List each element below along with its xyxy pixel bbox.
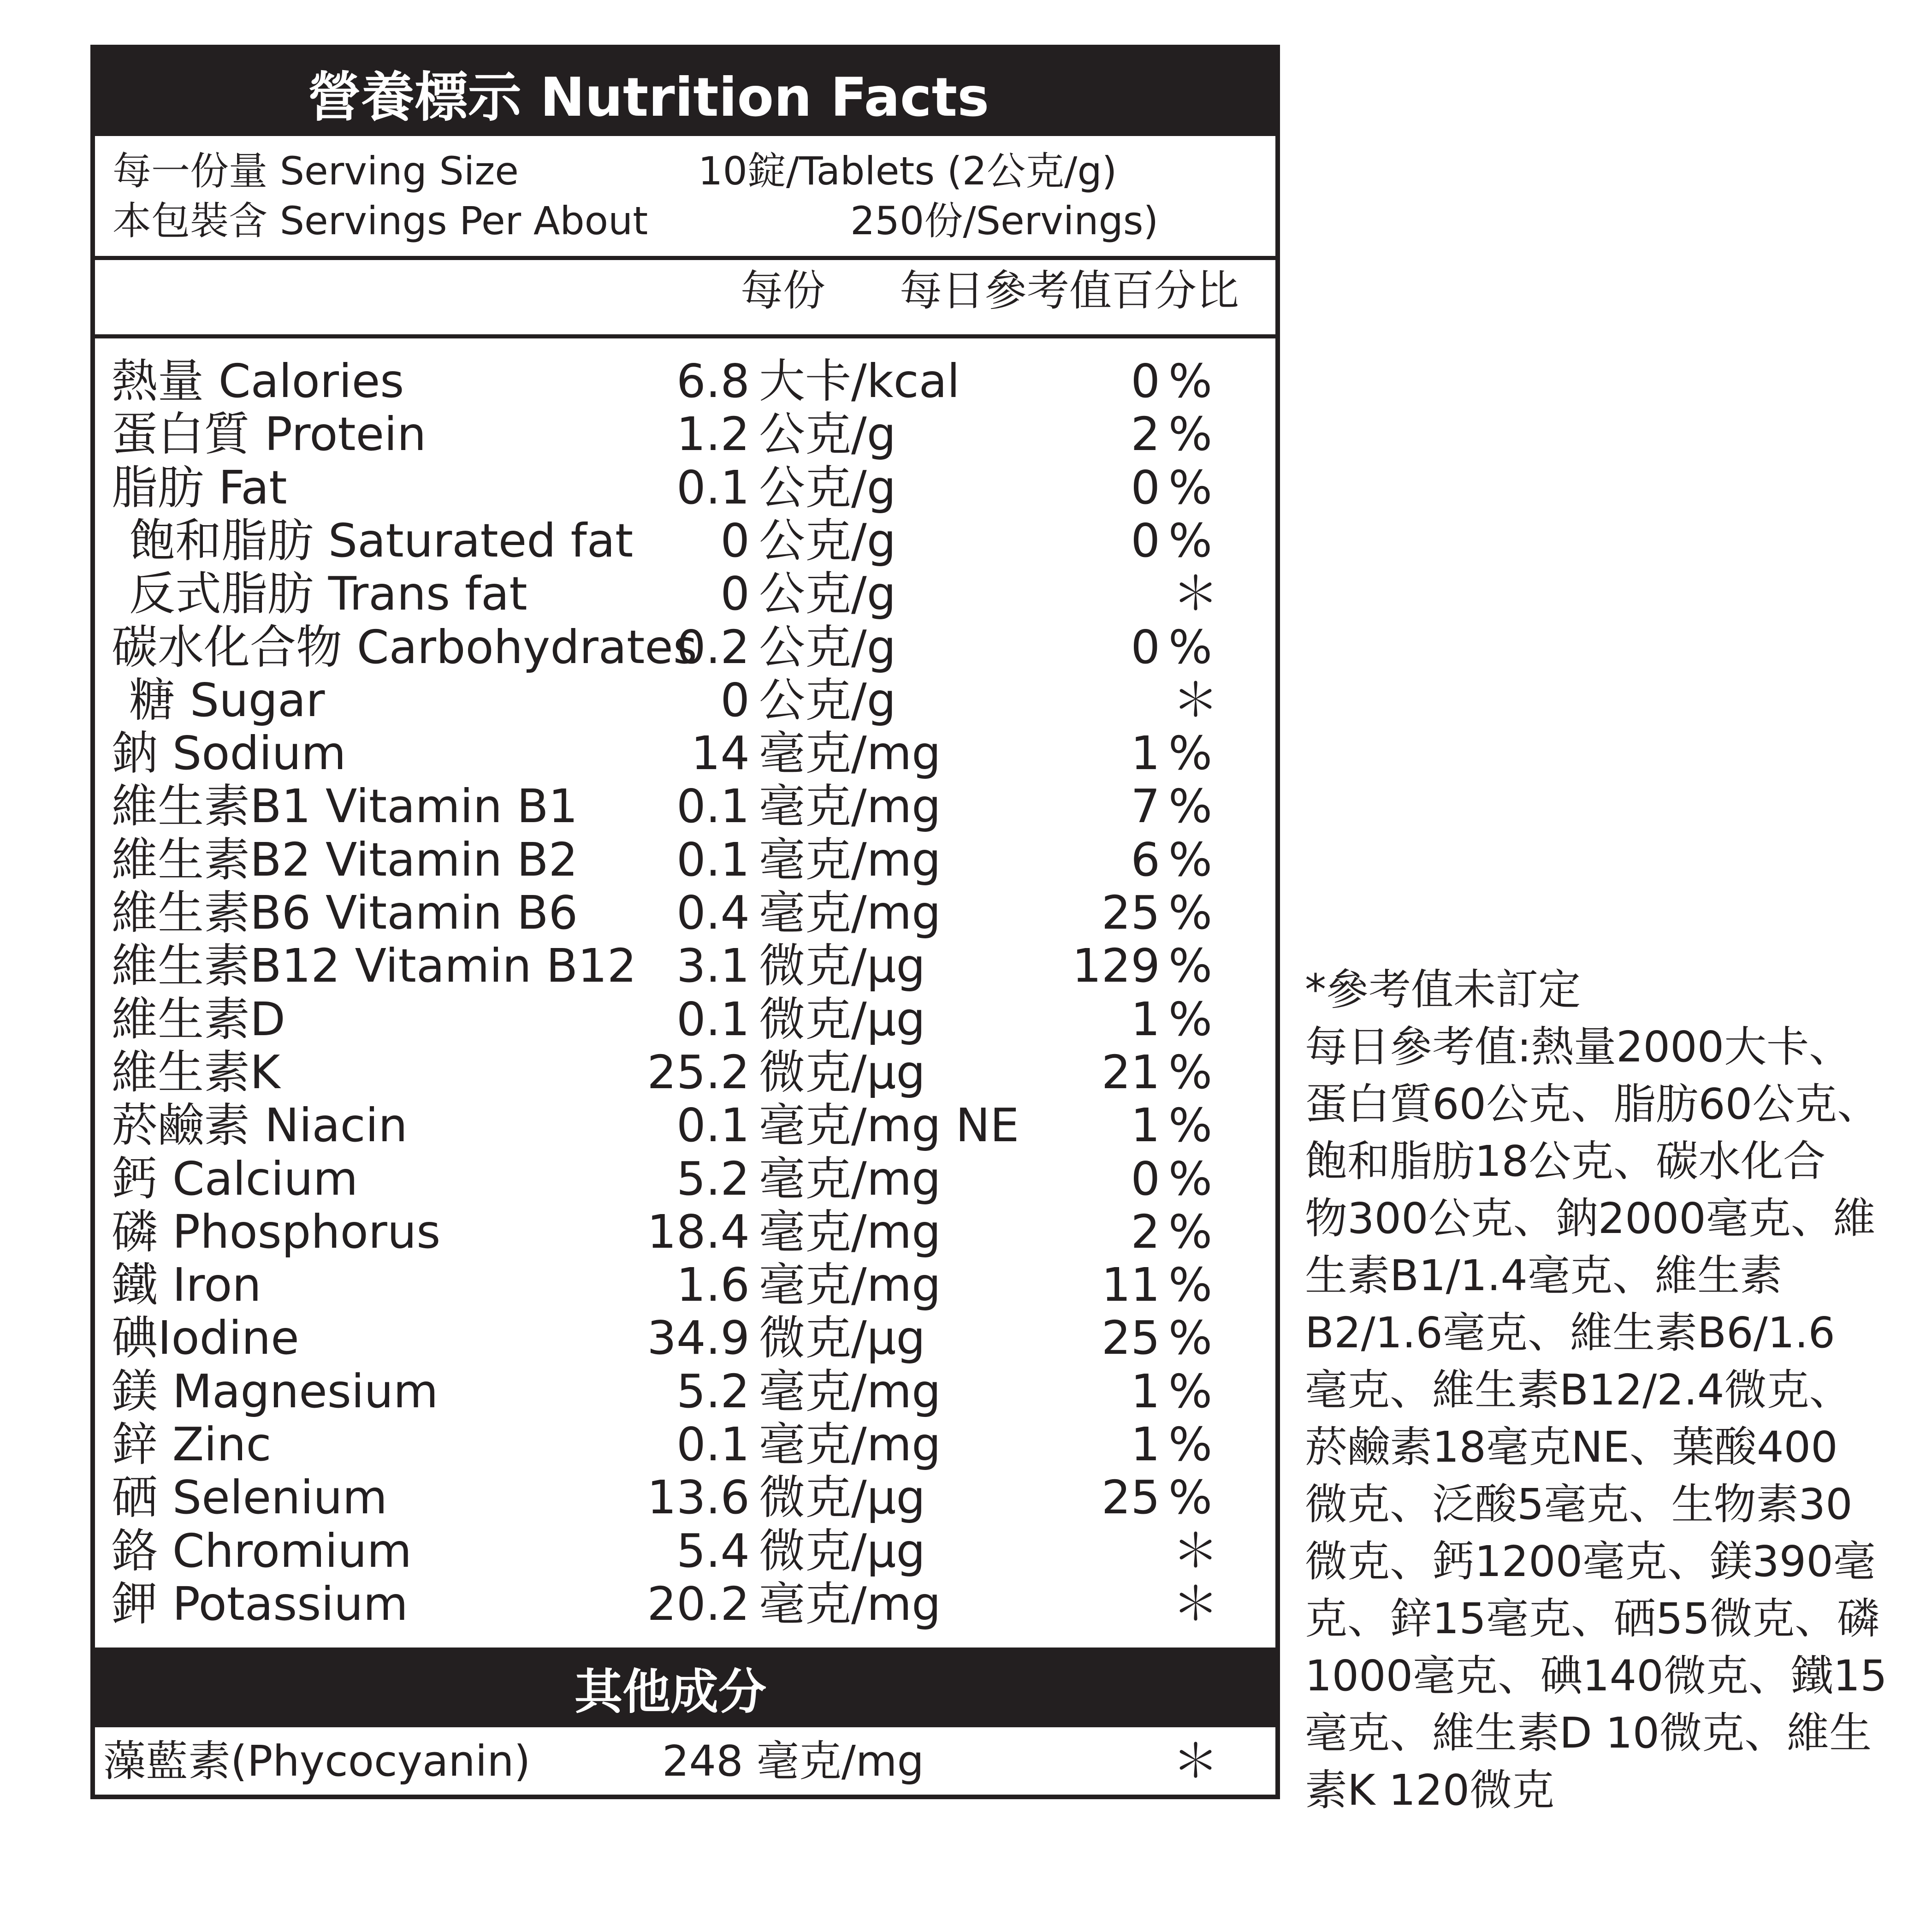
nutrient-daily-value: 1	[1131, 726, 1160, 780]
nutrient-row	[95, 355, 1275, 408]
nutrient-daily-value: 25	[1101, 886, 1160, 940]
nutrient-amount: 14	[691, 726, 750, 780]
not-established-star: ＊	[1173, 673, 1219, 727]
percent-sign: %	[1168, 726, 1213, 780]
percent-sign: %	[1168, 992, 1213, 1046]
nutrient-row	[95, 1471, 1275, 1524]
percent-sign: %	[1168, 1364, 1213, 1418]
note-line: 微克、鈣1200毫克、鎂390毫	[1305, 1537, 1876, 1586]
percent-sign: %	[1168, 514, 1213, 568]
servings-per-value: 250份/Servings)	[850, 198, 1159, 243]
other-ingredient-row	[95, 1734, 1275, 1789]
nutrient-row	[95, 939, 1275, 992]
serving-size-row	[113, 148, 1117, 194]
nutrient-unit: 毫克/mg	[759, 1417, 941, 1471]
nutrient-daily-value: 7	[1131, 779, 1160, 833]
nutrient-daily-value: 6	[1131, 833, 1160, 887]
nutrient-daily-value: 25	[1101, 1311, 1160, 1365]
nutrient-row	[95, 514, 1275, 567]
nutrient-row	[95, 886, 1275, 939]
nutrient-amount: 0	[720, 514, 750, 568]
nutrient-unit: 毫克/mg	[759, 886, 941, 940]
nutrient-name: 飽和脂肪 Saturated fat	[129, 514, 634, 568]
percent-sign: %	[1168, 1098, 1213, 1152]
other-ingredient-name: 藻藍素(Phycocyanin)	[103, 1736, 531, 1786]
nutrient-unit: 毫克/mg	[759, 1152, 941, 1206]
percent-sign: %	[1168, 354, 1213, 408]
nutrient-name: 鐵 Iron	[112, 1258, 261, 1312]
nutrient-amount: 0.4	[676, 886, 750, 940]
divider-serving	[95, 256, 1275, 260]
nutrient-daily-value: 21	[1101, 1045, 1160, 1099]
nutrient-name: 磷 Phosphorus	[112, 1205, 441, 1259]
nutrient-row	[95, 1258, 1275, 1311]
nutrient-name: 鈣 Calcium	[112, 1152, 358, 1206]
nutrient-row	[95, 1099, 1275, 1152]
note-line: 毫克、維生素B12/2.4微克、	[1305, 1365, 1852, 1415]
nutrient-daily-value: 25	[1101, 1470, 1160, 1524]
nutrient-unit: 毫克/mg	[759, 726, 941, 780]
nutrient-unit: 微克/µg	[759, 1524, 925, 1578]
nutrient-unit: 公克/g	[759, 567, 896, 621]
other-ingredient-daily-value: ＊	[1173, 1734, 1219, 1788]
percent-sign: %	[1168, 1417, 1213, 1471]
percent-sign: %	[1168, 1258, 1213, 1312]
other-ingredient-amount: 248 毫克/mg	[662, 1736, 924, 1786]
nutrient-amount: 20.2	[647, 1577, 750, 1631]
nutrient-name: 鈉 Sodium	[112, 726, 346, 780]
nutrient-name: 維生素B1 Vitamin B1	[112, 779, 578, 833]
nutrient-row	[95, 408, 1275, 461]
other-ingredients-title: 其他成分	[574, 1663, 766, 1720]
nutrient-amount: 3.1	[676, 939, 750, 993]
nutrient-daily-value: 0	[1131, 354, 1160, 408]
nutrient-row	[95, 1152, 1275, 1205]
nutrient-row	[95, 567, 1275, 620]
nutrient-name: 維生素B6 Vitamin B6	[112, 886, 578, 940]
nutrient-daily-value: 0	[1131, 514, 1160, 568]
nutrient-amount: 0.1	[676, 1417, 750, 1471]
nutrition-facts-panel	[90, 45, 1280, 1799]
nutrient-name: 鋅 Zinc	[112, 1417, 272, 1471]
nutrient-amount: 5.2	[676, 1364, 750, 1418]
nutrient-name: 碳水化合物 Carbohydrates	[112, 620, 697, 674]
percent-sign: %	[1168, 939, 1213, 993]
nutrient-daily-value: 11	[1101, 1258, 1160, 1312]
percent-sign: %	[1168, 833, 1213, 887]
serving-size-value: 10錠/Tablets (2公克/g)	[698, 148, 1117, 194]
nutrient-amount: 0	[720, 673, 750, 727]
nutrient-name: 維生素K	[112, 1045, 280, 1099]
nutrient-name: 菸鹼素 Niacin	[112, 1098, 408, 1152]
servings-per-row	[113, 198, 1159, 243]
nutrient-row	[95, 833, 1275, 886]
nutrient-daily-value: 0	[1131, 1152, 1160, 1206]
nutrient-amount: 13.6	[647, 1470, 750, 1524]
nutrient-name: 維生素D	[112, 992, 286, 1046]
percent-sign: %	[1168, 620, 1213, 674]
note-line: 微克、泛酸5毫克、生物素30	[1305, 1480, 1853, 1529]
nutrient-unit: 公克/g	[759, 673, 896, 727]
nutrient-unit: 微克/µg	[759, 1311, 925, 1365]
nutrient-name: 糖 Sugar	[129, 673, 325, 727]
nutrient-daily-value: 0	[1131, 620, 1160, 674]
other-ingredients-bar	[95, 1648, 1275, 1727]
nutrient-unit: 大卡/kcal	[759, 354, 960, 408]
nutrient-unit: 公克/g	[759, 620, 896, 674]
nutrient-name: 反式脂肪 Trans fat	[129, 567, 527, 621]
nutrient-daily-value: 1	[1131, 992, 1160, 1046]
nutrient-amount: 5.2	[676, 1152, 750, 1206]
nutrient-unit: 毫克/mg	[759, 1364, 941, 1418]
nutrient-amount: 0.1	[676, 461, 750, 515]
percent-sign: %	[1168, 461, 1213, 515]
nutrient-daily-value: 1	[1131, 1098, 1160, 1152]
note-line: 克、鋅15毫克、硒55微克、磷	[1305, 1594, 1880, 1643]
nutrient-amount: 18.4	[647, 1205, 750, 1259]
nutrient-unit: 微克/µg	[759, 992, 925, 1046]
divider-header	[95, 334, 1275, 338]
note-line: 每日參考值:熱量2000大卡、	[1305, 1022, 1852, 1072]
nutrient-name: 脂肪 Fat	[112, 461, 287, 515]
nutrient-daily-value: 1	[1131, 1364, 1160, 1418]
nutrient-unit: 毫克/mg	[759, 1577, 941, 1631]
nutrient-unit: 毫克/mg	[759, 1258, 941, 1312]
nutrient-name: 蛋白質 Protein	[112, 407, 427, 461]
note-line: 飽和脂肪18公克、碳水化合	[1305, 1137, 1826, 1186]
percent-sign: %	[1168, 1311, 1213, 1365]
nutrient-amount: 6.8	[676, 354, 750, 408]
not-established-star: ＊	[1173, 1524, 1219, 1578]
nutrient-amount: 0.1	[676, 779, 750, 833]
nutrient-name: 硒 Selenium	[112, 1470, 388, 1524]
nutrient-name: 維生素B12 Vitamin B12	[112, 939, 637, 993]
nutrient-daily-value: 2	[1131, 407, 1160, 461]
percent-sign: %	[1168, 779, 1213, 833]
nutrient-amount: 1.2	[676, 407, 750, 461]
nutrient-daily-value: 2	[1131, 1205, 1160, 1259]
nutrient-row	[95, 1577, 1275, 1630]
nutrient-amount: 25.2	[647, 1045, 750, 1099]
nutrient-row	[95, 1046, 1275, 1099]
note-line: B2/1.6毫克、維生素B6/1.6	[1305, 1308, 1835, 1357]
nutrition-title-bar	[95, 49, 1275, 136]
nutrient-row	[95, 727, 1275, 780]
nutrient-row	[95, 621, 1275, 674]
nutrient-daily-value: 129	[1072, 939, 1160, 993]
nutrient-row	[95, 1365, 1275, 1418]
nutrient-unit: 毫克/mg	[759, 1205, 941, 1259]
column-header-daily-value: 每日參考值百分比	[900, 266, 1239, 315]
note-line: 素K 120微克	[1305, 1766, 1555, 1815]
nutrient-name: 碘Iodine	[112, 1311, 299, 1365]
nutrient-unit: 毫克/mg NE	[759, 1098, 1019, 1152]
nutrient-amount: 0.1	[676, 833, 750, 887]
nutrient-name: 鎂 Magnesium	[112, 1364, 439, 1418]
note-line: 物300公克、鈉2000毫克、維	[1305, 1194, 1876, 1243]
daily-reference-notes	[1305, 961, 1923, 1819]
note-line: 生素B1/1.4毫克、維生素	[1305, 1251, 1782, 1300]
column-header-per-serving: 每份	[741, 266, 826, 315]
nutrient-row	[95, 461, 1275, 514]
not-established-star: ＊	[1173, 567, 1219, 621]
serving-size-label: 每一份量 Serving Size	[113, 148, 519, 194]
nutrient-unit: 微克/µg	[759, 1045, 925, 1099]
note-line: *參考值未訂定	[1305, 965, 1581, 1014]
percent-sign: %	[1168, 407, 1213, 461]
nutrient-amount: 0	[720, 567, 750, 621]
nutrient-amount: 1.6	[676, 1258, 750, 1312]
nutrient-amount: 0.2	[676, 620, 750, 674]
nutrient-unit: 毫克/mg	[759, 779, 941, 833]
nutrient-name: 鉀 Potassium	[112, 1577, 408, 1631]
nutrient-unit: 微克/µg	[759, 1470, 925, 1524]
nutrition-title: 營養標示 Nutrition Facts	[307, 66, 990, 129]
nutrient-amount: 0.1	[676, 1098, 750, 1152]
percent-sign: %	[1168, 1152, 1213, 1206]
nutrient-amount: 0.1	[676, 992, 750, 1046]
nutrient-name: 熱量 Calories	[112, 354, 404, 408]
nutrient-name: 維生素B2 Vitamin B2	[112, 833, 578, 887]
nutrient-unit: 公克/g	[759, 461, 896, 515]
note-line: 1000毫克、碘140微克、鐵15	[1305, 1651, 1887, 1701]
nutrient-row	[95, 1418, 1275, 1471]
percent-sign: %	[1168, 886, 1213, 940]
nutrient-unit: 公克/g	[759, 407, 896, 461]
nutrient-daily-value: 0	[1131, 461, 1160, 515]
percent-sign: %	[1168, 1205, 1213, 1259]
nutrient-name: 鉻 Chromium	[112, 1524, 412, 1578]
percent-sign: %	[1168, 1045, 1213, 1099]
nutrient-amount: 34.9	[647, 1311, 750, 1365]
nutrient-row	[95, 674, 1275, 727]
servings-per-label: 本包裝含 Servings Per About	[113, 198, 648, 243]
nutrient-unit: 公克/g	[759, 514, 896, 568]
note-line: 毫克、維生素D 10微克、維生	[1305, 1708, 1872, 1758]
nutrient-daily-value: 1	[1131, 1417, 1160, 1471]
nutrient-unit: 微克/µg	[759, 939, 925, 993]
nutrient-unit: 毫克/mg	[759, 833, 941, 887]
note-line: 蛋白質60公克、脂肪60公克、	[1305, 1079, 1880, 1129]
nutrient-row	[95, 1205, 1275, 1258]
percent-sign: %	[1168, 1470, 1213, 1524]
nutrient-amount: 5.4	[676, 1524, 750, 1578]
not-established-star: ＊	[1173, 1577, 1219, 1631]
note-line: 菸鹼素18毫克NE、葉酸400	[1305, 1422, 1838, 1472]
nutrient-row	[95, 1524, 1275, 1577]
nutrient-row	[95, 780, 1275, 833]
nutrient-row	[95, 993, 1275, 1046]
nutrient-row	[95, 1311, 1275, 1364]
